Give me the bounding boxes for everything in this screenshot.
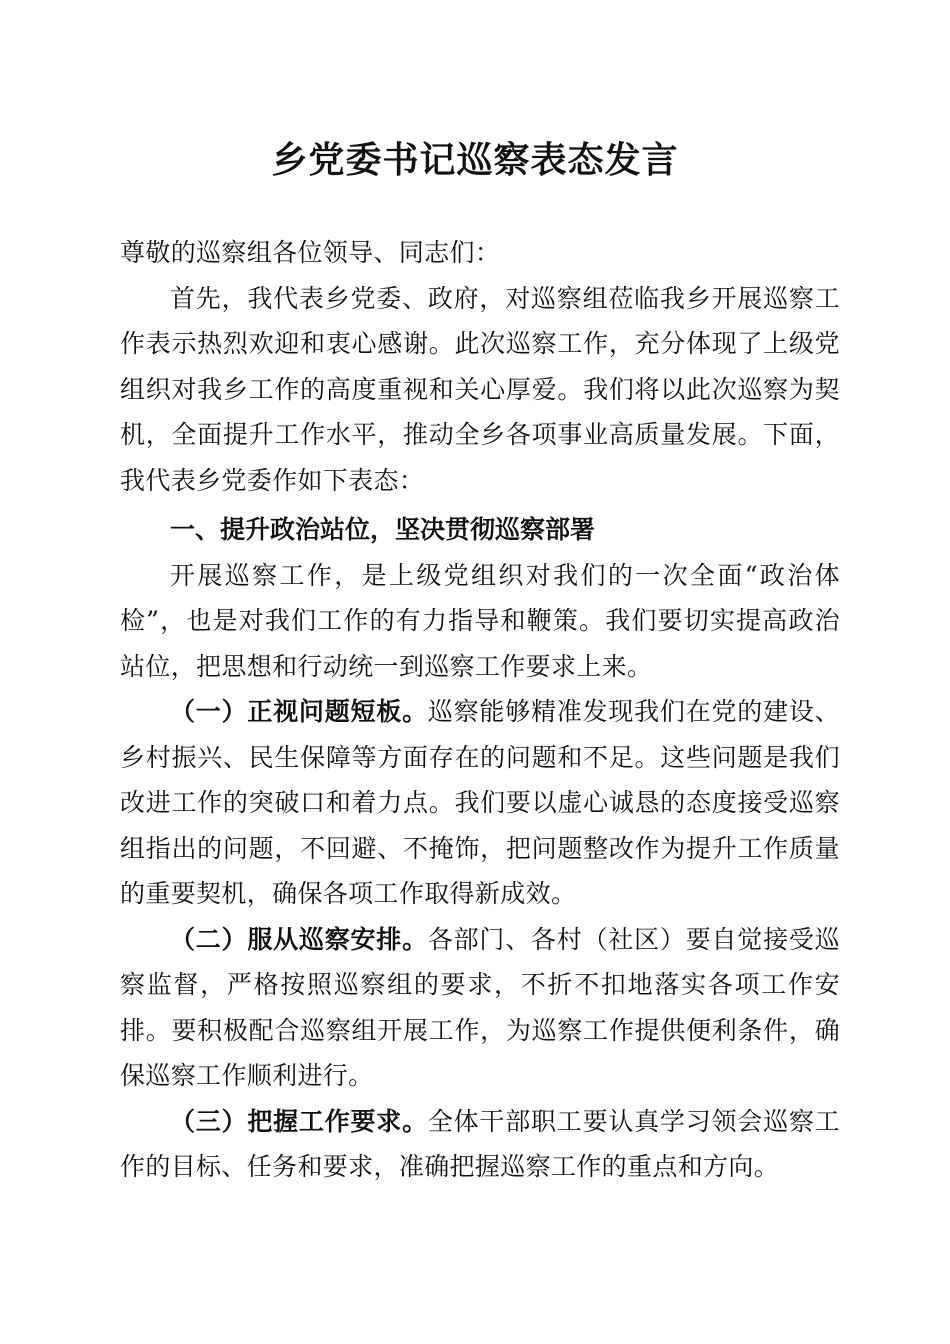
document-body: [120, 230, 840, 1190]
item-paragraph-3: [120, 1099, 840, 1190]
section-paragraph: 开展巡察工作，是上级党组织对我们的一次全面“政治体检”，也是对我们工作的有力指导和鞭策。我们要切实提高政治站位，把思想和行动统一到巡察工作要求上来。: [120, 560, 840, 681]
item-text-2: 各部门、各村（社区）要自觉接受巡察监督，严格按照巡察组的要求，不折不扣地落实各项工作安排。要积极配合巡察组开展工作，为巡察工作提供便利条件，确保巡察工作顺利进行。: [120, 924, 840, 1090]
item-text-1: 巡察能够精准发现我们在党的建设、乡村振兴、民生保障等方面存在的问题和不足。这些问题是我们改进工作的突破口和着力点。我们要以虚心诚恳的态度接受巡察组指出的问题，不回避、不掩饰，把问题整改作为提升工作质量的重要契机，确保各项工作取得新成效。: [120, 697, 840, 908]
item-paragraph-2: [120, 917, 840, 1099]
item-text-3: 全体干部职工要认真学习领会巡察工作的目标、任务和要求，准确把握巡察工作的重点和方向。: [120, 1106, 840, 1181]
item-label-3: （三）把握工作要求。: [170, 1106, 428, 1136]
intro-paragraph: 首先，我代表乡党委、政府，对巡察组莅临我乡开展巡察工作表示热烈欢迎和衷心感谢。此次巡察工作，充分体现了上级党组织对我乡工作的高度重视和关心厚爱。我们将以此次巡察为契机，全面提升工作水平，推动全乡各项事业高质量发展。下面，我代表乡党委作如下表态：: [120, 283, 840, 495]
document-title: 乡党委书记巡察表态发言: [271, 139, 679, 181]
item-label-1: （一）正视问题短板。: [170, 697, 428, 726]
item-paragraph-1: [120, 689, 840, 917]
salutation: 尊敬的巡察组各位领导、同志们：: [120, 238, 501, 267]
section-heading: 一、提升政治站位，坚决贯彻巡察部署: [170, 515, 596, 544]
item-label-2: （二）服从巡察安排。: [170, 924, 428, 954]
